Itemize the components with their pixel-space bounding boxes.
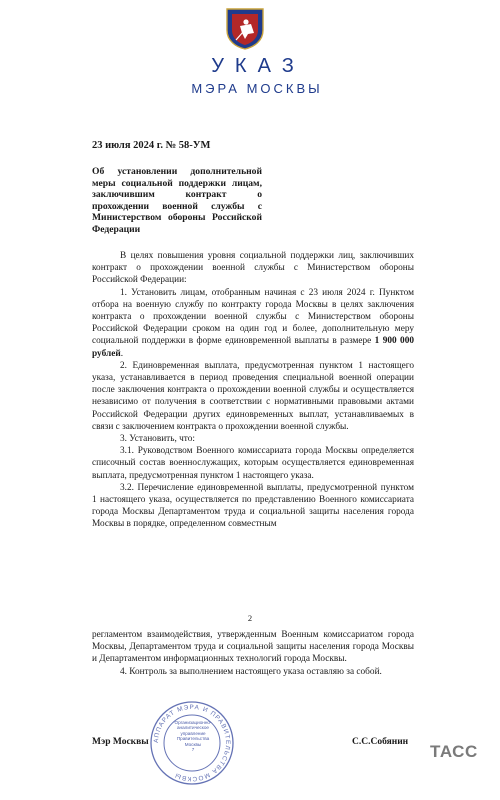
seal-ring-text: АППАРАТ МЭРА И ПРАВИТЕЛЬСТВА МОСКВЫ: [152, 703, 232, 783]
item-4-paragraph: 4. Контроль за выполнением настоящего указа оставляю за собой.: [120, 666, 382, 677]
item-1-paragraph: 1. Установить лицам, отобранным начиная с 23 июля 2024 г. Пунктом отбора на военную службу по контракту города Москвы в целях заключения контракта о прохождении военной службы с Министерством обороны Российской Федерации сроком на один год и более, дополнительную меру социальной поддержки в форме единовременной выплаты в размере 1 900 000 рублей.: [92, 287, 414, 359]
item-2-paragraph: 2. Единовременная выплата, предусмотренная пунктом 1 настоящего указа, устанавливается в период проведения специальной военной операции после заключения контракта о прохождении военной службы и осуществляется независимо от получения в соответствии с нормативными правовыми актами Российской Федерации других единовременных выплат, устанавливаемых в связи с заключением контракта о прохождении военной службы.: [92, 360, 414, 432]
signer-position: Мэр Москвы: [92, 737, 149, 747]
document-title: УКАЗ: [211, 55, 305, 77]
seal-center-text: [171, 720, 215, 752]
page-number: 2: [247, 613, 253, 623]
decree-body-page-1: [92, 250, 414, 531]
decree-subject: Об установлении дополнительной меры социальной поддержки лицам, заключившим контракт о прохождении военной службы с Министерством обороны Российской Федерации: [92, 166, 262, 235]
decree-body-page-2: [92, 629, 414, 678]
seal-center-label: Организационно-аналитическое управление Правительства Москвы: [174, 720, 212, 747]
item-3-1-paragraph: 3.1. Руководством Военного комиссариата города Москвы определяется списочный состав военнослужащих, которым осуществляется единовременная выплата, предусмотренная пунктом 1 настоящего указа.: [92, 446, 414, 481]
signer-name: С.С.Собянин: [352, 737, 409, 747]
intro-paragraph: В целях повышения уровня социальной поддержки лиц, заключивших контракт о прохождении военной службы с Министерством обороны Российской Федерации:: [92, 251, 414, 286]
item-3-paragraph: 3. Установить, что:: [120, 434, 195, 445]
document-issuer: МЭРА МОСКВЫ: [191, 81, 323, 96]
item-3-2-paragraph: 3.2. Перечисление единовременной выплаты, предусмотренной пунктом 1 настоящего указа, осуществляется по представлению Военного комиссариата города Москвы Департаментом труда и социальной защиты населения города Москвы в порядке, определенном совместным: [92, 482, 414, 530]
payment-amount: 1 900 000 рублей: [92, 336, 414, 359]
moscow-coat-of-arms-icon: [224, 6, 266, 50]
seal-center-number: 7: [191, 747, 195, 753]
item-3-2-continuation: регламентом взаимодействия, утвержденным Военным комиссариатом города Москвы, Департаментом труда и социальной защиты населения города Москвы и Департаментом информационных технологий города Москвы.: [92, 630, 414, 665]
item-1-text: 1. Установить лицам, отобранным начиная с 23 июля 2024 г. Пунктом отбора на военную службу по контракту города Москвы в целях заключения контракта о прохождении военной службы с Министерством обороны Российской Федерации сроком на один год и более, дополнительную меру социальной поддержки в форме единовременной выплаты в размере: [92, 287, 414, 347]
tass-watermark: ТАСС: [430, 742, 478, 761]
decree-date-number: 23 июля 2024 г. № 58-УМ: [92, 140, 211, 151]
